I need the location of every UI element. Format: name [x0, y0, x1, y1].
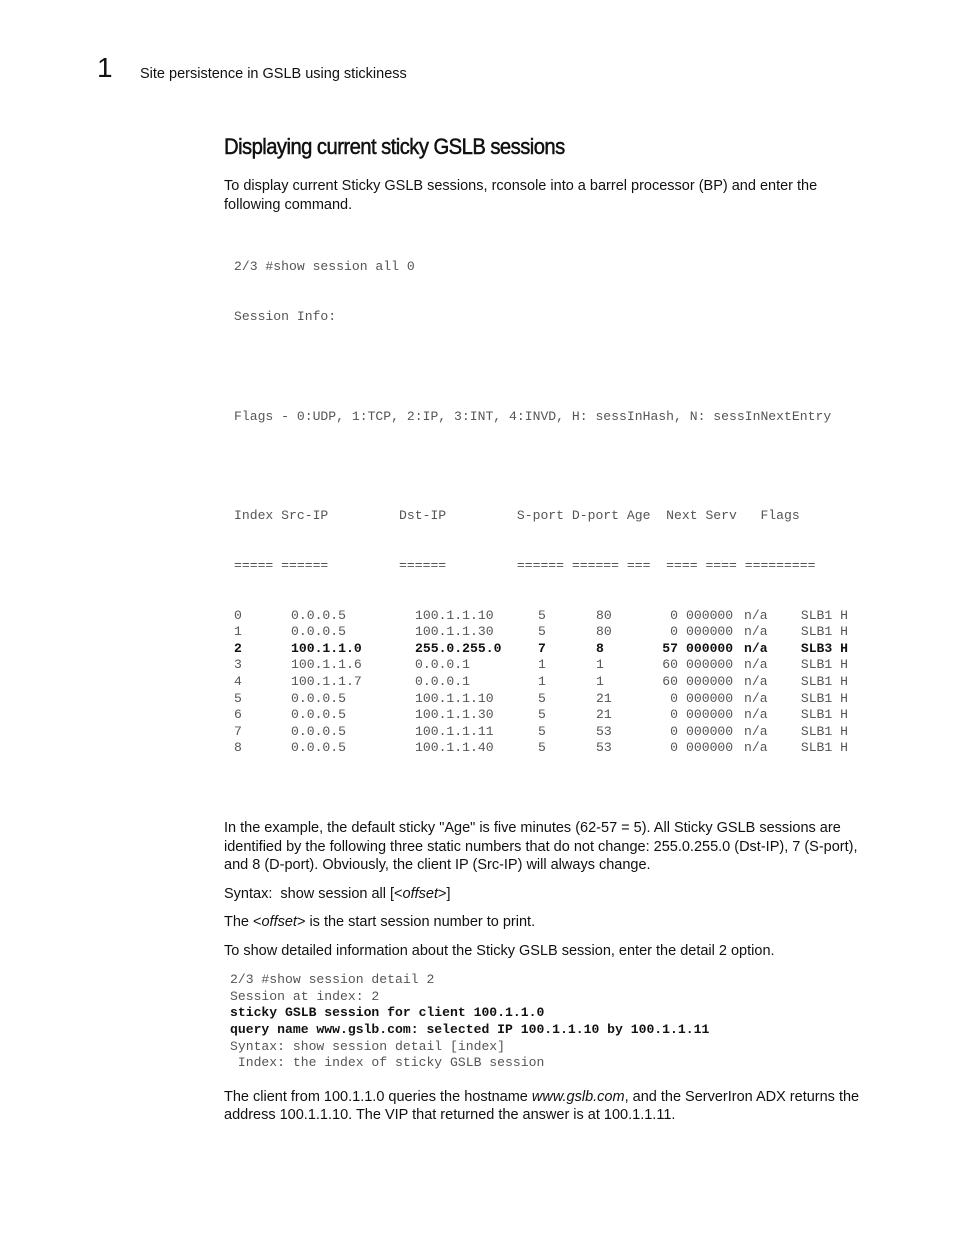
row-next: 000000: [686, 674, 734, 690]
row-next: 000000: [686, 723, 734, 739]
syntax-line: [224, 885, 874, 904]
row-serv: n/a: [744, 657, 768, 673]
row-s-port: 5: [538, 607, 546, 623]
row-index: 7: [234, 723, 242, 739]
row-next: 000000: [686, 740, 734, 756]
row-s-port: 7: [538, 640, 546, 656]
row-next: 000000: [686, 607, 734, 623]
row-src-ip: 100.1.1.7: [291, 674, 362, 690]
row-s-port: 5: [538, 624, 546, 640]
row-flags: SLB3 H: [800, 640, 848, 656]
syntax-command: show session all: [280, 885, 386, 902]
session-table-row: [234, 641, 874, 658]
code-command-line: 2/3 #show session all 0: [234, 259, 415, 275]
explanation-paragraph: In the example, the default sticky "Age" is five minutes (62-57 = 5). All Sticky GSLB sessions are identified by the following three static numbers that do not change: 255.0.255.0 (Dst-IP), 7 (S-port), and 8 (D-port). Obviously, the client IP (Src-IP) will always change.: [224, 820, 858, 874]
row-dst-ip: 0.0.0.1: [415, 674, 471, 690]
session-table-separator: ===== ====== ====== ====== ====== === ==== ==== =========: [234, 557, 816, 573]
section-title: Displaying current sticky GSLB sessions: [224, 134, 565, 159]
session-table-row: [234, 707, 874, 724]
row-d-port: 8: [596, 640, 604, 656]
detail-code-line: Index: the index of sticky GSLB session: [230, 1055, 545, 1071]
row-age: 0: [670, 707, 678, 723]
row-next: 000000: [686, 690, 734, 706]
row-d-port: 1: [596, 657, 604, 673]
row-age: 60: [662, 674, 678, 690]
row-flags: SLB1 H: [800, 707, 848, 723]
session-table-row: [234, 624, 874, 641]
syntax-label: Syntax:: [224, 885, 273, 902]
row-src-ip: 0.0.0.5: [291, 723, 347, 739]
row-serv: n/a: [744, 674, 768, 690]
row-s-port: 5: [538, 707, 546, 723]
row-flags: SLB1 H: [800, 674, 848, 690]
row-index: 3: [234, 657, 242, 673]
row-src-ip: 0.0.0.5: [291, 607, 347, 623]
row-dst-ip: 100.1.1.30: [415, 707, 494, 723]
closing-paragraph: [224, 1088, 874, 1125]
session-table-body: [234, 608, 874, 757]
row-next: 000000: [686, 640, 734, 656]
closing-before: The client from 100.1.1.0 queries the hostname: [224, 1088, 532, 1105]
row-index: 6: [234, 707, 242, 723]
row-src-ip: 100.1.1.0: [291, 640, 362, 656]
row-s-port: 5: [538, 723, 546, 739]
row-dst-ip: 100.1.1.40: [415, 740, 494, 756]
row-flags: SLB1 H: [800, 723, 848, 739]
row-src-ip: 0.0.0.5: [291, 624, 347, 640]
row-dst-ip: 100.1.1.30: [415, 624, 494, 640]
session-table-row: [234, 608, 874, 625]
row-age: 0: [670, 624, 678, 640]
main-content: [224, 132, 874, 1135]
row-next: 000000: [686, 657, 734, 673]
row-serv: n/a: [744, 607, 768, 623]
row-dst-ip: 100.1.1.11: [415, 723, 494, 739]
row-src-ip: 0.0.0.5: [291, 690, 347, 706]
row-s-port: 1: [538, 657, 546, 673]
row-index: 5: [234, 690, 242, 706]
syntax-param: offset: [402, 885, 438, 902]
row-d-port: 80: [596, 624, 612, 640]
row-dst-ip: 100.1.1.10: [415, 607, 494, 623]
detail-code-line: sticky GSLB session for client 100.1.1.0: [230, 1005, 545, 1021]
row-s-port: 1: [538, 674, 546, 690]
row-src-ip: 0.0.0.5: [291, 707, 347, 723]
intro-text-before: To display current Sticky GSLB sessions,: [224, 178, 492, 194]
offset-desc-after: > is the start session number to print.: [296, 914, 536, 931]
row-dst-ip: 0.0.0.1: [415, 657, 471, 673]
row-s-port: 5: [538, 740, 546, 756]
detail-command: detail 2: [680, 942, 727, 959]
row-age: 60: [662, 657, 678, 673]
row-age: 57: [662, 640, 678, 656]
code-blank-line: [234, 458, 874, 475]
row-src-ip: 100.1.1.6: [291, 657, 362, 673]
row-age: 0: [670, 740, 678, 756]
session-table-row: [234, 674, 874, 691]
row-serv: n/a: [744, 723, 768, 739]
row-index: 4: [234, 674, 242, 690]
row-serv: n/a: [744, 624, 768, 640]
intro-paragraph: [224, 177, 874, 214]
row-s-port: 5: [538, 690, 546, 706]
detail-intro-before: To show detailed information about the Sticky GSLB session, enter the: [224, 942, 681, 959]
intro-text-after: into a barrel processor (BP) and enter the following command.: [224, 178, 818, 213]
row-d-port: 53: [596, 740, 612, 756]
rconsole-command: rconsole: [491, 178, 547, 194]
session-table-header: Index Src-IP Dst-IP S-port D-port Age Next Serv Flags: [234, 508, 800, 524]
row-next: 000000: [686, 624, 734, 640]
row-dst-ip: 255.0.255.0: [415, 640, 502, 656]
session-table-row: [234, 724, 874, 741]
row-dst-ip: 100.1.1.10: [415, 690, 494, 706]
show-session-all-output: [234, 226, 874, 790]
row-index: 8: [234, 740, 242, 756]
session-table-row: [234, 657, 874, 674]
syntax-close: >]: [438, 885, 451, 902]
row-serv: n/a: [744, 640, 768, 656]
detail-code-line: 2/3 #show session detail 2: [230, 972, 435, 988]
row-src-ip: 0.0.0.5: [291, 740, 347, 756]
row-flags: SLB1 H: [800, 624, 848, 640]
running-header-title: Site persistence in GSLB using stickiness: [140, 66, 407, 82]
row-d-port: 21: [596, 690, 612, 706]
syntax-open: [<: [386, 885, 403, 902]
detail-code-line: query name www.gslb.com: selected IP 100.1.1.10 by 100.1.1.11: [230, 1021, 710, 1037]
row-d-port: 21: [596, 707, 612, 723]
row-age: 0: [670, 723, 678, 739]
row-d-port: 80: [596, 607, 612, 623]
session-table-row: [234, 691, 874, 708]
row-index: 2: [234, 640, 242, 656]
row-flags: SLB1 H: [800, 657, 848, 673]
row-d-port: 1: [596, 674, 604, 690]
row-next: 000000: [686, 707, 734, 723]
offset-description: [224, 913, 874, 932]
row-d-port: 53: [596, 723, 612, 739]
offset-desc-param: offset: [261, 914, 297, 931]
row-age: 0: [670, 607, 678, 623]
row-serv: n/a: [744, 740, 768, 756]
row-index: 0: [234, 607, 242, 623]
row-age: 0: [670, 690, 678, 706]
row-flags: SLB1 H: [800, 607, 848, 623]
detail-code-line: Syntax: show session detail [index]: [230, 1038, 506, 1054]
offset-desc-before: The <: [224, 914, 262, 931]
detail-intro-paragraph: [224, 942, 874, 961]
detail-intro-after: option.: [726, 942, 775, 959]
code-session-info-line: Session Info:: [234, 308, 337, 324]
row-index: 1: [234, 624, 242, 640]
row-flags: SLB1 H: [800, 740, 848, 756]
row-flags: SLB1 H: [800, 690, 848, 706]
session-table-row: [234, 740, 874, 757]
closing-hostname: www.gslb.com: [531, 1088, 625, 1105]
code-flags-line: Flags - 0:UDP, 1:TCP, 2:IP, 3:INT, 4:INVD, H: sessInHash, N: sessInNextEntry: [234, 408, 832, 424]
closing-after: , and the ServerIron ADX returns the address 100.1.1.10. The VIP that returned the answer is at 100.1.1.11.: [224, 1088, 860, 1124]
row-serv: n/a: [744, 690, 768, 706]
row-serv: n/a: [744, 707, 768, 723]
detail-code-line: Session at index: 2: [230, 988, 380, 1004]
code-blank-line: [234, 359, 874, 376]
show-session-detail-output: [230, 972, 874, 1072]
chapter-number: 1: [97, 52, 113, 83]
